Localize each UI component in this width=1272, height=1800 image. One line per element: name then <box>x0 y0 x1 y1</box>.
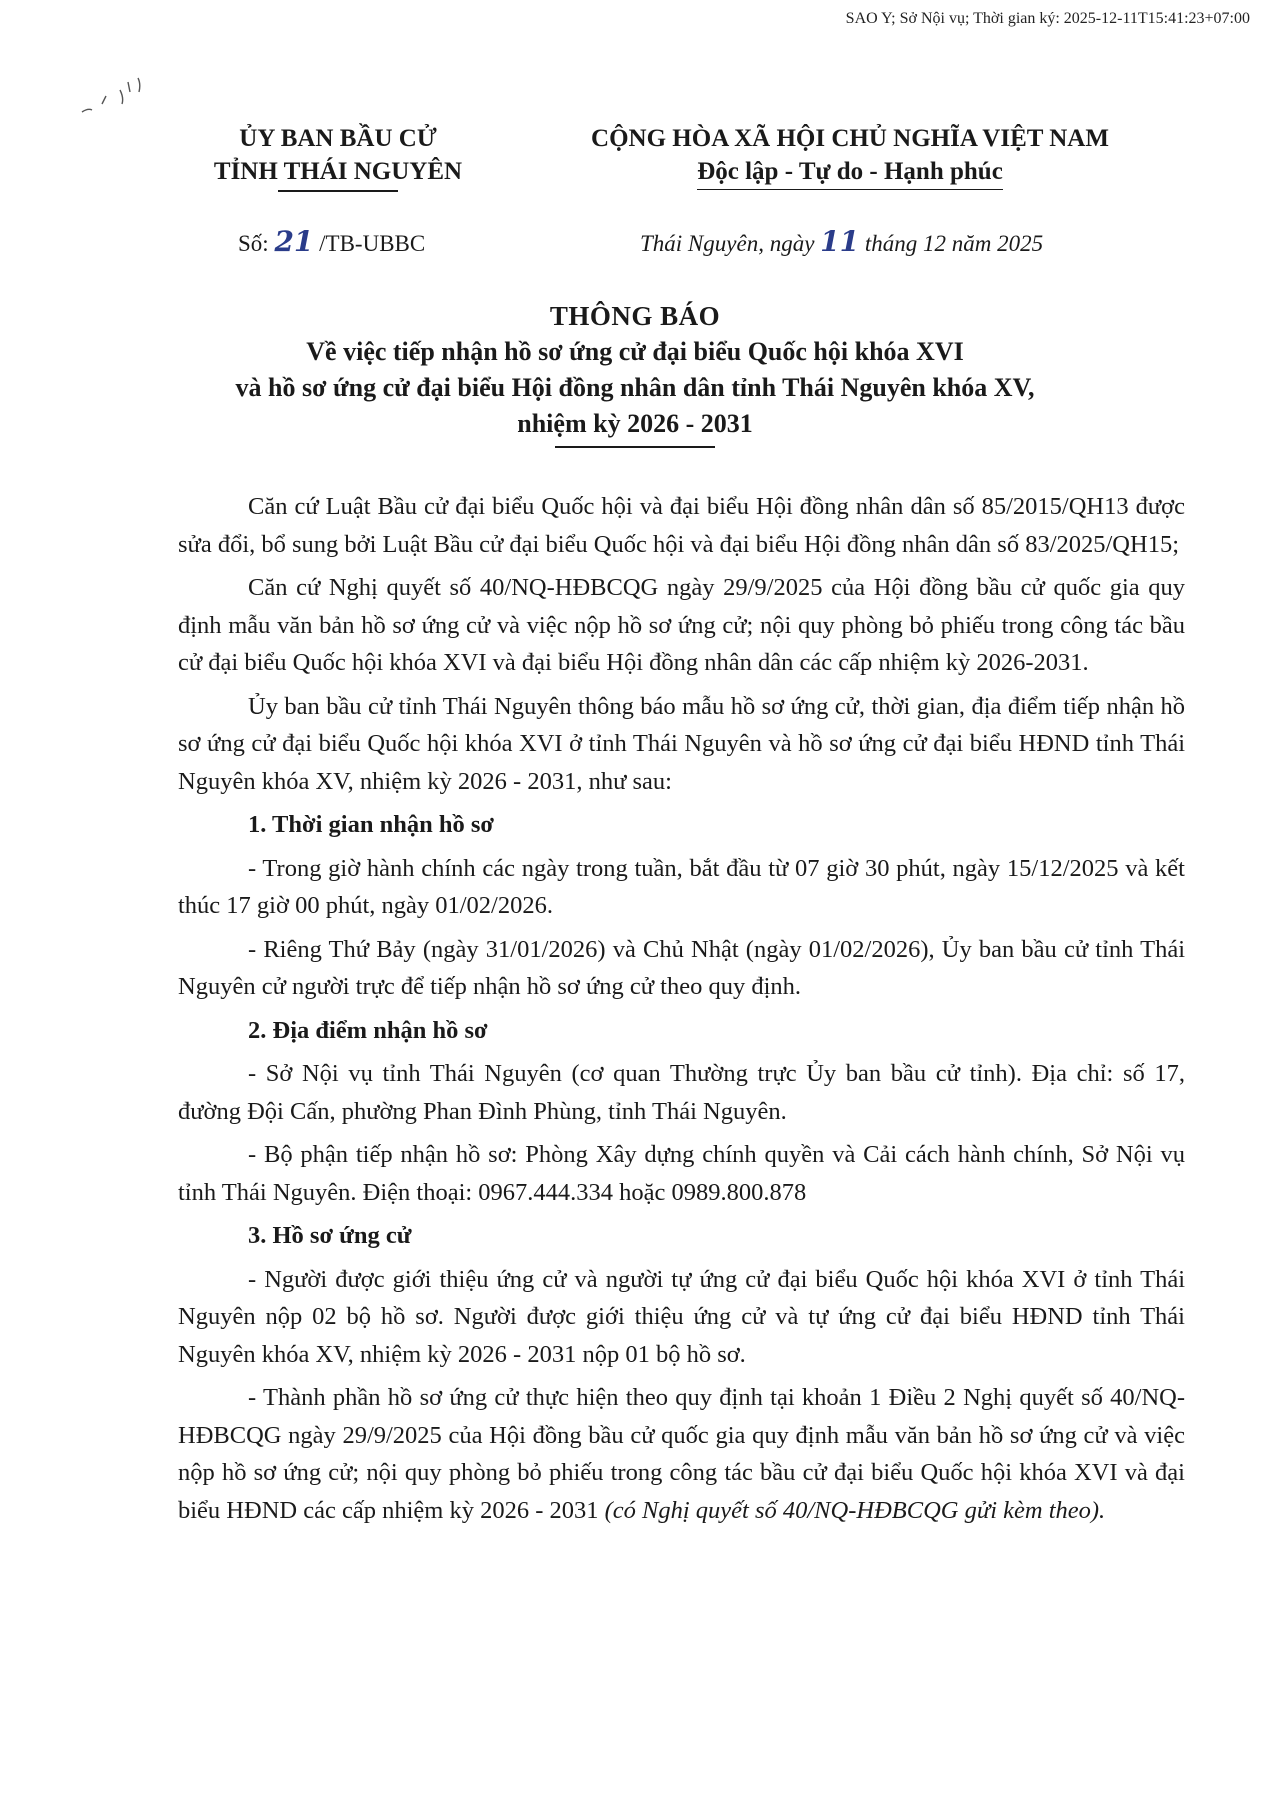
section-3-item-2 <box>178 1379 1185 1529</box>
section-3-item-2-text: - Thành phần hồ sơ ứng cử thực hiện theo quy định tại khoản 1 Điều 2 Nghị quyết số 40/NQ-HĐBCQG ngày 29/9/2025 của Hội đồng bầu cử quốc gia quy định mẫu văn bản hồ sơ ứng cử và việc nộp hồ sơ ứng cử; nội quy phòng bỏ phiếu trong công tác bầu cử đại biểu Quốc hội khóa XVI và đại biểu HĐND các cấp nhiệm kỳ 2026 - 2031 <box>178 1384 1185 1524</box>
title-heading: THÔNG BÁO <box>549 301 721 331</box>
section-3-item-1: - Người được giới thiệu ứng cử và người tự ứng cử đại biểu Quốc hội khóa XVI ở tỉnh Thái Nguyên nộp 02 bộ hồ sơ. Người được giới thiệu ứng cử và tự ứng cử đại biểu HĐND tỉnh Thái Nguyên khóa XV, nhiệm kỳ 2026 - 2031 nộp 01 bộ hồ sơ. <box>178 1265 1185 1368</box>
section-2-item-2: - Bộ phận tiếp nhận hồ sơ: Phòng Xây dựng chính quyền và Cải cách hành chính, Sở Nội vụ tỉnh Thái Nguyên. Điện thoại: 0967.444.334 hoặc 0989.800.878 <box>178 1141 1185 1206</box>
title-line-2: và hồ sơ ứng cử đại biểu Hội đồng nhân dân tỉnh Thái Nguyên khóa XV, <box>235 373 1035 402</box>
section-2-heading: 2. Địa điểm nhận hồ sơ <box>248 1016 488 1044</box>
doc-number-handwritten: 21 <box>274 225 314 258</box>
dateline-place: Thái Nguyên, ngày <box>640 231 815 256</box>
paragraph-intro: Ủy ban bầu cử tỉnh Thái Nguyên thông báo mẫu hồ sơ ứng cử, thời gian, địa điểm tiếp nhận hồ sơ ứng cử đại biểu Quốc hội khóa XVI ở tỉnh Thái Nguyên và hồ sơ ứng cử đại biểu HĐND tỉnh Thái Nguyên khóa XV, nhiệm kỳ 2026 - 2031, như sau: <box>178 692 1185 795</box>
section-3-item-2-note: (có Nghị quyết số 40/NQ-HĐBCQG gửi kèm theo). <box>604 1496 1106 1524</box>
dateline-rest: tháng 12 năm 2025 <box>864 231 1044 256</box>
digital-signature-stamp: SAO Y; Sở Nội vụ; Thời gian ký: 2025-12-11T15:41:23+07:00 <box>845 10 1250 27</box>
document-number <box>238 225 425 258</box>
dateline <box>640 225 1043 258</box>
doc-number-prefix: Số: <box>238 231 269 256</box>
section-1-item-2: - Riêng Thứ Bảy (ngày 31/01/2026) và Chủ Nhật (ngày 01/02/2026), Ủy ban bầu cử tỉnh Thái Nguyên cử người trực để tiếp nhận hồ sơ ứng cử theo quy định. <box>178 935 1185 1000</box>
national-name: CỘNG HÒA XÃ HỘI CHỦ NGHĨA VIỆT NAM <box>591 125 1109 152</box>
title-underline <box>555 446 715 448</box>
national-motto: Độc lập - Tự do - Hạnh phúc <box>697 155 1003 190</box>
handwritten-mark <box>72 72 162 122</box>
section-3-heading: 3. Hồ sơ ứng cử <box>248 1222 412 1249</box>
section-2-item-1: - Sở Nội vụ tỉnh Thái Nguyên (cơ quan Thường trực Ủy ban bầu cử tỉnh). Địa chỉ: số 17, đường Đội Cấn, phường Phan Đình Phùng, tỉnh Thái Nguyên. <box>178 1060 1185 1125</box>
title-line-3: nhiệm kỳ 2026 - 2031 <box>517 409 753 438</box>
authority-underline <box>278 190 398 192</box>
issuing-authority <box>178 122 498 192</box>
authority-line-1: ỦY BAN BẦU CỬ <box>239 125 437 152</box>
national-header <box>560 122 1140 190</box>
dateline-day-handwritten: 11 <box>820 225 860 258</box>
doc-number-suffix: /TB-UBBC <box>319 231 426 256</box>
document-body <box>178 488 1185 1535</box>
section-1-item-1: - Trong giờ hành chính các ngày trong tuần, bắt đầu từ 07 giờ 30 phút, ngày 15/12/2025 và kết thúc 17 giờ 00 phút, ngày 01/02/2026. <box>178 854 1185 919</box>
paragraph-legal-basis-2: Căn cứ Nghị quyết số 40/NQ-HĐBCQG ngày 29/9/2025 của Hội đồng bầu cử quốc gia quy định mẫu văn bản hồ sơ ứng cử và việc nộp hồ sơ ứng cử; nội quy phòng bỏ phiếu trong công tác bầu cử đại biểu Quốc hội khóa XVI và đại biểu Hội đồng nhân dân các cấp nhiệm kỳ 2026-2031. <box>178 574 1185 676</box>
authority-line-2: TỈNH THÁI NGUYÊN <box>213 158 463 185</box>
title-line-1: Về việc tiếp nhận hồ sơ ứng cử đại biểu Quốc hội khóa XVI <box>306 337 964 366</box>
section-1-heading: 1. Thời gian nhận hồ sơ <box>248 811 494 838</box>
document-title <box>120 298 1150 448</box>
paragraph-legal-basis-1: Căn cứ Luật Bầu cử đại biểu Quốc hội và đại biểu Hội đồng nhân dân số 85/2015/QH13 được sửa đổi, bổ sung bởi Luật Bầu cử đại biểu Quốc hội và đại biểu Hội đồng nhân dân số 83/2025/QH15; <box>178 493 1185 558</box>
